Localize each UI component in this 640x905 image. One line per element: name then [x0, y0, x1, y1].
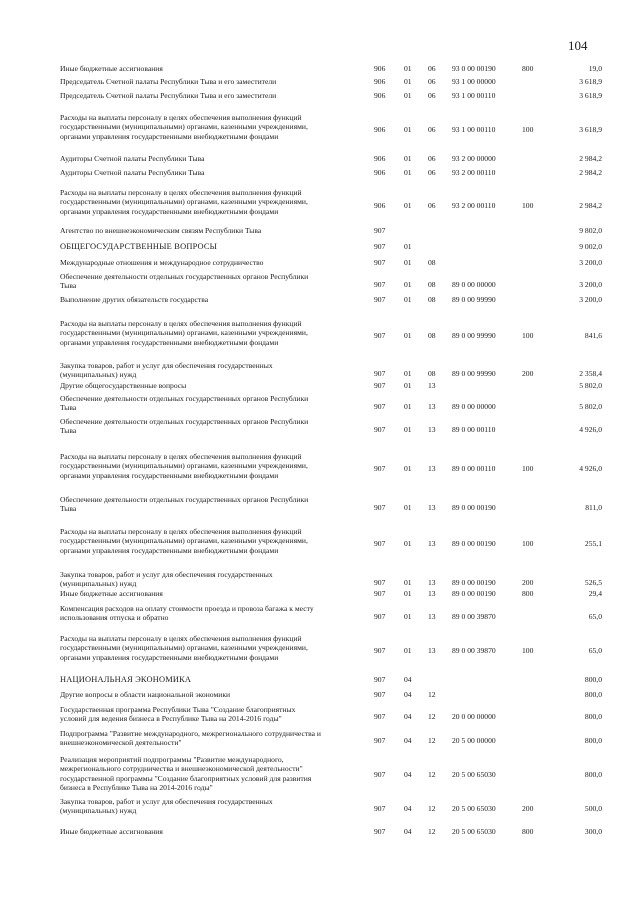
row-cs: 89 0 00 00110 — [452, 425, 496, 434]
row-sum: 800,0 — [584, 675, 602, 684]
row-rz: 01 — [404, 242, 412, 251]
row-ved: 906 — [374, 77, 386, 86]
row-ved: 907 — [374, 331, 386, 340]
row-cs: 89 0 00 39870 — [452, 612, 496, 621]
row-name: Другие вопросы в области национальной экономики — [60, 690, 231, 699]
row-pr: 06 — [428, 91, 436, 100]
row-sum: 5 802,0 — [579, 402, 602, 411]
row-vr: 800 — [522, 827, 534, 836]
row-rz: 04 — [404, 770, 412, 779]
row-name: Выполнение других обязательств государства — [60, 295, 209, 304]
row-cs: 89 0 00 99990 — [452, 369, 496, 378]
row-cs: 93 1 00 00110 — [452, 125, 496, 134]
row-sum: 5 802,0 — [579, 381, 602, 390]
row-pr: 13 — [428, 425, 436, 434]
row-ved: 907 — [374, 736, 386, 745]
row-sum: 29,4 — [588, 589, 602, 598]
row-name: Расходы на выплаты персоналу в целях обеспечения выполнения функций государственными (муниципальными) органами, казенными учреждениями, органами управления государственными внебюджетными фондами — [60, 319, 308, 347]
row-pr: 08 — [428, 295, 436, 304]
row-rz: 01 — [404, 369, 412, 378]
row-sum: 65,0 — [588, 612, 602, 621]
row-pr: 08 — [428, 331, 436, 340]
row-pr: 13 — [428, 464, 436, 473]
row-rz: 04 — [404, 675, 412, 684]
row-cs: 93 1 00 00110 — [452, 91, 496, 100]
row-name: Обеспечение деятельности отдельных государственных органов Республики Тыва — [60, 417, 309, 436]
row-name: Подпрограмма "Развитие международного, межрегионального сотрудничества и внешнеэкономической деятельности" — [60, 729, 321, 748]
row-name: Расходы на выплаты персоналу в целях обеспечения выполнения функций государственными (муниципальными) органами, казенными учреждениями, органами управления государственными внебюджетными фондами — [60, 452, 308, 480]
row-rz: 01 — [404, 64, 412, 73]
row-pr: 13 — [428, 381, 436, 390]
row-name: Иные бюджетные ассигнования — [60, 827, 163, 836]
row-ved: 907 — [374, 804, 386, 813]
row-vr: 100 — [522, 201, 534, 210]
row-pr: 13 — [428, 589, 436, 598]
row-pr: 08 — [428, 280, 436, 289]
row-sum: 811,0 — [585, 503, 602, 512]
row-ved: 907 — [374, 712, 386, 721]
row-sum: 255,1 — [584, 539, 602, 548]
row-ved: 907 — [374, 690, 386, 699]
row-sum: 2 984,2 — [579, 154, 602, 163]
row-rz: 01 — [404, 425, 412, 434]
row-name: Обеспечение деятельности отдельных государственных органов Республики Тыва — [60, 394, 309, 413]
row-ved: 907 — [374, 258, 386, 267]
row-sum: 3 618,9 — [579, 125, 602, 134]
row-ved: 907 — [374, 464, 386, 473]
row-cs: 89 0 00 99990 — [452, 331, 496, 340]
row-vr: 100 — [522, 331, 534, 340]
row-rz: 01 — [404, 402, 412, 411]
row-sum: 3 200,0 — [579, 258, 602, 267]
row-cs: 89 0 00 99990 — [452, 295, 496, 304]
row-cs: 93 0 00 00190 — [452, 64, 496, 73]
row-ved: 907 — [374, 589, 386, 598]
row-sum: 2 984,2 — [579, 168, 602, 177]
row-sum: 2 358,4 — [579, 369, 602, 378]
row-sum: 9 002,0 — [579, 242, 602, 251]
row-sum: 3 200,0 — [579, 280, 602, 289]
row-cs: 20 0 00 00000 — [452, 712, 496, 721]
row-sum: 800,0 — [584, 690, 602, 699]
row-ved: 907 — [374, 675, 386, 684]
row-pr: 06 — [428, 64, 436, 73]
row-pr: 12 — [428, 712, 436, 721]
row-ved: 906 — [374, 201, 386, 210]
row-rz: 01 — [404, 258, 412, 267]
row-vr: 100 — [522, 539, 534, 548]
row-name: Закупка товаров, работ и услуг для обеспечения государственных (муниципальных) нужд — [60, 797, 273, 816]
row-rz: 01 — [404, 280, 412, 289]
row-pr: 12 — [428, 827, 436, 836]
row-pr: 06 — [428, 154, 436, 163]
row-rz: 01 — [404, 381, 412, 390]
row-pr: 12 — [428, 804, 436, 813]
row-rz: 01 — [404, 612, 412, 621]
row-name: Международные отношения и международное сотрудничество — [60, 258, 264, 267]
row-vr: 100 — [522, 125, 534, 134]
row-sum: 800,0 — [584, 736, 602, 745]
row-rz: 01 — [404, 503, 412, 512]
row-ved: 907 — [374, 280, 386, 289]
row-vr: 200 — [522, 578, 534, 587]
row-rz: 01 — [404, 125, 412, 134]
row-vr: 800 — [522, 589, 534, 598]
row-pr: 13 — [428, 539, 436, 548]
row-sum: 800,0 — [584, 712, 602, 721]
row-cs: 93 2 00 00110 — [452, 201, 496, 210]
row-name: Председатель Счетной палаты Республики Тыва и его заместители — [60, 77, 277, 86]
row-rz: 01 — [404, 168, 412, 177]
row-pr: 08 — [428, 369, 436, 378]
row-name: Реализация мероприятий подпрограммы "Развитие международного, межрегионального сотрудничества и внешнеэкономической деятельности" государственной программы "Создание благоприятных условий для развития бизнеса в Республике Тыва на 2014-2016 годы" — [60, 755, 312, 793]
row-ved: 906 — [374, 91, 386, 100]
row-rz: 01 — [404, 77, 412, 86]
row-name: Обеспечение деятельности отдельных государственных органов Республики Тыва — [60, 495, 309, 514]
row-name: Иные бюджетные ассигнования — [60, 589, 163, 598]
row-ved: 907 — [374, 381, 386, 390]
row-name: Закупка товаров, работ и услуг для обеспечения государственных (муниципальных) нужд — [60, 570, 273, 589]
row-ved: 907 — [374, 578, 386, 587]
row-name: Обеспечение деятельности отдельных государственных органов Республики Тыва — [60, 272, 309, 291]
row-cs: 89 0 00 39870 — [452, 646, 496, 655]
row-ved: 907 — [374, 646, 386, 655]
row-name: Агентство по внешнеэкономическим связям Республики Тыва — [60, 226, 262, 235]
row-pr: 06 — [428, 125, 436, 134]
row-rz: 01 — [404, 154, 412, 163]
row-rz: 01 — [404, 464, 412, 473]
row-name: Расходы на выплаты персоналу в целях обеспечения выполнения функций государственными (муниципальными) органами, казенными учреждениями, органами управления государственными внебюджетными фондами — [60, 634, 308, 662]
row-pr: 06 — [428, 168, 436, 177]
row-name: Иные бюджетные ассигнования — [60, 64, 163, 73]
row-sum: 300,0 — [584, 827, 602, 836]
row-sum: 3 618,9 — [579, 77, 602, 86]
row-name: ОБЩЕГОСУДАРСТВЕННЫЕ ВОПРОСЫ — [60, 242, 218, 251]
row-name: Аудиторы Счетной палаты Республики Тыва — [60, 154, 205, 163]
row-pr: 13 — [428, 503, 436, 512]
row-cs: 20 5 00 65030 — [452, 804, 496, 813]
row-cs: 89 0 00 00110 — [452, 464, 496, 473]
row-cs: 89 0 00 00000 — [452, 402, 496, 411]
page-number: 104 — [568, 38, 588, 53]
row-cs: 89 0 00 00190 — [452, 589, 496, 598]
row-name: Расходы на выплаты персоналу в целях обеспечения выполнения функций государственными (муниципальными) органами, казенными учреждениями, органами управления государственными внебюджетными фондами — [60, 113, 308, 141]
row-sum: 3 200,0 — [579, 295, 602, 304]
row-ved: 907 — [374, 369, 386, 378]
row-sum: 526,5 — [584, 578, 602, 587]
row-sum: 19,0 — [588, 64, 602, 73]
row-cs: 20 5 00 65030 — [452, 770, 496, 779]
row-cs: 93 2 00 00000 — [452, 154, 496, 163]
row-cs: 93 1 00 00000 — [452, 77, 496, 86]
row-cs: 89 0 00 00000 — [452, 280, 496, 289]
row-rz: 01 — [404, 201, 412, 210]
row-rz: 01 — [404, 295, 412, 304]
row-rz: 01 — [404, 539, 412, 548]
row-rz: 04 — [404, 736, 412, 745]
row-rz: 04 — [404, 712, 412, 721]
row-name: Государственная программа Республики Тыва "Создание благоприятных условий для ведения бизнеса в Республике Тыва на 2014-2016 годы" — [60, 705, 296, 724]
row-name: Расходы на выплаты персоналу в целях обеспечения выполнения функций государственными (муниципальными) органами, казенными учреждениями, органами управления государственными внебюджетными фондами — [60, 188, 308, 216]
row-sum: 65,0 — [588, 646, 602, 655]
row-ved: 907 — [374, 827, 386, 836]
row-cs: 93 2 00 00110 — [452, 168, 496, 177]
row-sum: 2 984,2 — [579, 201, 602, 210]
row-vr: 200 — [522, 804, 534, 813]
row-pr: 13 — [428, 578, 436, 587]
row-sum: 4 926,0 — [579, 425, 602, 434]
row-rz: 04 — [404, 827, 412, 836]
row-rz: 01 — [404, 91, 412, 100]
row-ved: 907 — [374, 503, 386, 512]
row-name: Председатель Счетной палаты Республики Тыва и его заместители — [60, 91, 277, 100]
row-name: Расходы на выплаты персоналу в целях обеспечения выполнения функций государственными (муниципальными) органами, казенными учреждениями, органами управления государственными внебюджетными фондами — [60, 527, 308, 555]
row-sum: 500,0 — [584, 804, 602, 813]
row-rz: 01 — [404, 578, 412, 587]
row-pr: 13 — [428, 646, 436, 655]
row-cs: 20 5 00 65030 — [452, 827, 496, 836]
row-pr: 12 — [428, 690, 436, 699]
row-ved: 907 — [374, 226, 386, 235]
row-name: Аудиторы Счетной палаты Республики Тыва — [60, 168, 205, 177]
row-ved: 907 — [374, 295, 386, 304]
row-rz: 01 — [404, 589, 412, 598]
row-cs: 89 0 00 00190 — [452, 503, 496, 512]
row-vr: 100 — [522, 464, 534, 473]
row-sum: 800,0 — [584, 770, 602, 779]
row-rz: 01 — [404, 331, 412, 340]
row-cs: 20 5 00 00000 — [452, 736, 496, 745]
row-ved: 906 — [374, 125, 386, 134]
row-ved: 907 — [374, 425, 386, 434]
row-vr: 800 — [522, 64, 534, 73]
row-pr: 12 — [428, 770, 436, 779]
row-rz: 04 — [404, 804, 412, 813]
row-ved: 907 — [374, 539, 386, 548]
row-ved: 906 — [374, 64, 386, 73]
row-name: Другие общегосударственные вопросы — [60, 381, 187, 390]
row-pr: 13 — [428, 402, 436, 411]
row-cs: 89 0 00 00190 — [452, 539, 496, 548]
row-ved: 907 — [374, 612, 386, 621]
row-ved: 907 — [374, 770, 386, 779]
row-rz: 01 — [404, 646, 412, 655]
row-sum: 9 802,0 — [579, 226, 602, 235]
row-ved: 906 — [374, 168, 386, 177]
row-vr: 200 — [522, 369, 534, 378]
row-pr: 06 — [428, 201, 436, 210]
row-ved: 907 — [374, 402, 386, 411]
row-sum: 841,6 — [584, 331, 602, 340]
row-ved: 906 — [374, 154, 386, 163]
row-name: Закупка товаров, работ и услуг для обеспечения государственных (муниципальных) нужд — [60, 361, 273, 380]
row-cs: 89 0 00 00190 — [452, 578, 496, 587]
row-pr: 12 — [428, 736, 436, 745]
row-vr: 100 — [522, 646, 534, 655]
row-pr: 13 — [428, 612, 436, 621]
row-name: Компенсация расходов на оплату стоимости проезда и провоза багажа к месту использования отпуска и обратно — [60, 604, 314, 623]
row-sum: 4 926,0 — [579, 464, 602, 473]
row-pr: 06 — [428, 77, 436, 86]
row-ved: 907 — [374, 242, 386, 251]
row-pr: 08 — [428, 258, 436, 267]
row-name: НАЦИОНАЛЬНАЯ ЭКОНОМИКА — [60, 675, 192, 684]
row-rz: 04 — [404, 690, 412, 699]
row-sum: 3 618,9 — [579, 91, 602, 100]
